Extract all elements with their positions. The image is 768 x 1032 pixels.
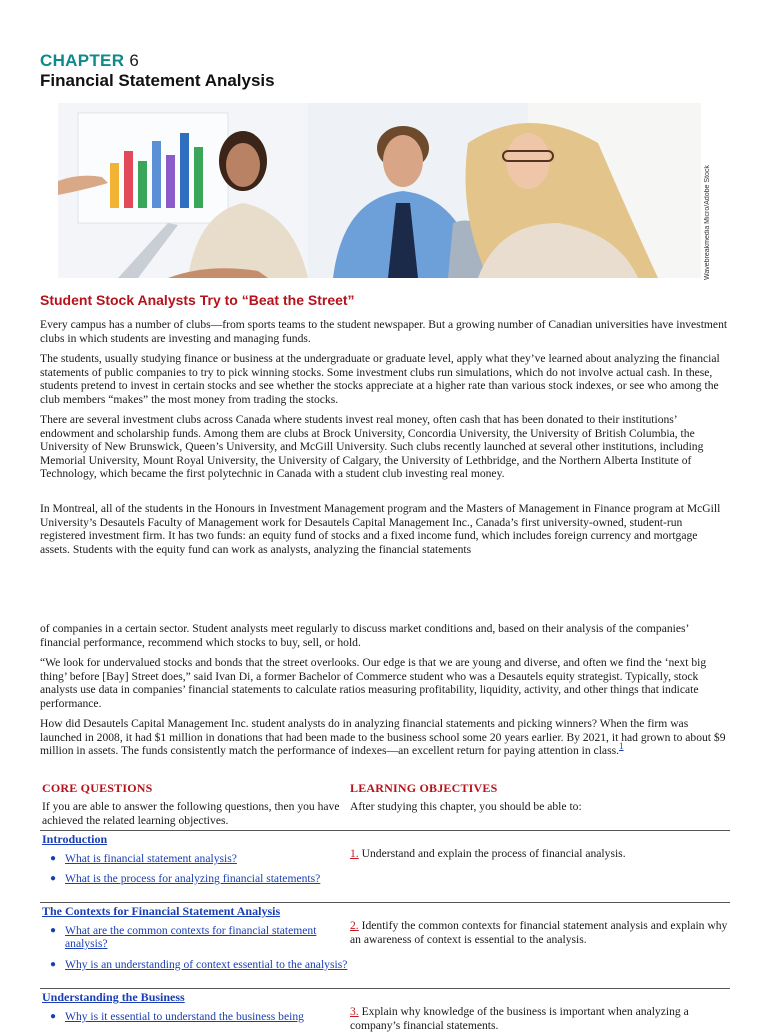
image-credit: Wavebreakmedia Micro/Adobe Stock: [704, 165, 711, 280]
office-meeting-illustration: [58, 103, 701, 278]
topic-link-understanding-business[interactable]: Understanding the Business: [42, 990, 185, 1004]
question-item[interactable]: [50, 958, 350, 971]
chapter-number: 6: [129, 51, 140, 70]
lo-text: Identify the common contexts for financial statement analysis and explain why an awareness of context is essential to the analysis.: [350, 919, 728, 946]
story-paragraph-7-text: How did Desautels Capital Management Inc. student analysts do in analyzing financial statements and picking winners? When the firm was launched in 2008, it had $1 million in donations that had been made to the business school some 20 years earlier. By 2021, it had grown to about $9 million in assets. The funds consistently match the performance of indexes—an excellent return for paying attention in class.: [40, 717, 726, 758]
bullet-icon: ●: [50, 873, 57, 884]
story-paragraph-2: The students, usually studying finance or business at the undergraduate or graduate level, apply what they’ve learned about analyzing the financial statements of public companies to try to pick winning stocks. Some investment clubs run simulations, which do not involve actual cash. In these, students pretend to invest in certain stocks and see whether the stocks appreciate at a higher rate than various stock indexes, or see who among the club members “makes” the most money from trading the stocks.: [40, 352, 720, 406]
question-link[interactable]: What is the process for analyzing financial statements?: [65, 872, 321, 885]
chapter-word: CHAPTER: [40, 51, 125, 70]
lo-number-link[interactable]: 3.: [350, 1005, 359, 1018]
lo-text: Explain why knowledge of the business is important when analyzing a company’s financial statements.: [350, 1005, 689, 1032]
bullet-icon: ●: [50, 853, 57, 864]
table-divider: [40, 830, 730, 831]
question-link[interactable]: What are the common contexts for financial statement analysis?: [65, 924, 317, 950]
footnote-link[interactable]: 1: [619, 741, 624, 752]
learning-objective-3: [350, 1005, 730, 1032]
learning-objective-1: [350, 847, 730, 861]
bullet-icon: ●: [50, 925, 57, 936]
question-link[interactable]: What is financial statement analysis?: [65, 852, 237, 865]
question-item[interactable]: [50, 872, 350, 885]
question-item[interactable]: [50, 852, 350, 865]
bullet-icon: ●: [50, 959, 57, 970]
lo-number-link[interactable]: 2.: [350, 919, 359, 932]
table-divider: [40, 902, 730, 903]
question-item[interactable]: [50, 924, 350, 950]
story-paragraph-1: Every campus has a number of clubs—from sports teams to the student newspaper. But a growing number of Canadian universities have investment clubs in which students are investing and managing funds.: [40, 318, 728, 345]
story-paragraph-6: “We look for undervalued stocks and bonds that the street overlooks. Our edge is that we are young and diverse, and often we find the ‘next big thing’ before [Bay] Street does,” said Ivan Di, a former Bachelor of Commerce student who was a Desautels equity strategist. Typically, stock analysts use data in companies’ financial statements to calculate ratios measuring profitability, liquidity, activity, and other things that indicate performance.: [40, 656, 707, 710]
bullet-icon: ●: [50, 1011, 57, 1022]
question-item[interactable]: [50, 1010, 350, 1023]
story-paragraph-5: of companies in a certain sector. Student analysts meet regularly to discuss market conditions and, based on their analysis of the companies’ financial performance, recommend which stocks to buy, sell, or hold.: [40, 622, 689, 649]
chapter-title: Financial Statement Analysis: [40, 71, 275, 90]
story-paragraph-4: In Montreal, all of the students in the Honours in Investment Management program and the Masters of Management in Finance program at McGill University’s Desautels Faculty of Management work for Desautels Capital Management Inc., Canada’s first university-owned, student-run registered investment firm. It has two funds: an equity fund of stocks and a fixed income fund, which includes foreign currency and mortgage assets. Students with the equity fund can work as analysts, analyzing the financial statements: [40, 502, 721, 556]
learning-objectives-intro: After studying this chapter, you should be able to:: [350, 800, 582, 813]
lo-text: Understand and explain the process of financial analysis.: [358, 847, 626, 860]
question-link[interactable]: Why is it essential to understand the business being: [65, 1010, 304, 1023]
story-heading: Student Stock Analysts Try to “Beat the Street”: [40, 292, 355, 308]
hero-photo: [58, 103, 701, 278]
story-paragraph-7: [40, 717, 728, 758]
question-link[interactable]: Why is an understanding of context essential to the analysis?: [65, 958, 348, 971]
lo-number-link[interactable]: 1.: [350, 847, 359, 860]
story-paragraph-3: There are several investment clubs across Canada where students invest real money, often cash that has been donated to their institutions’ endowment and scholarship funds. Among them are clubs at Brock University, Concordia University, the University of British Columbia, the University of New Brunswick, Queen’s University, and McGill University. Such clubs recently launched at several other institutions, including Memorial University, Mount Royal University, the University of Calgary, the University of Lethbridge, and the Northern Alberta Institute of Technology, which became the first polytechnic in Canada with a student club investing real money.: [40, 413, 704, 481]
table-divider: [40, 988, 730, 989]
topic-link-contexts[interactable]: The Contexts for Financial Statement Analysis: [42, 904, 281, 918]
learning-objectives-heading: LEARNING OBJECTIVES: [350, 781, 498, 795]
core-questions-heading: CORE QUESTIONS: [42, 781, 153, 795]
topic-link-introduction[interactable]: Introduction: [42, 832, 108, 846]
chapter-label: [40, 51, 139, 71]
bar-chart-screen-icon: [78, 113, 228, 223]
learning-objective-2: [350, 919, 730, 946]
core-questions-intro: If you are able to answer the following questions, then you have achieved the related learning objectives.: [42, 800, 340, 827]
